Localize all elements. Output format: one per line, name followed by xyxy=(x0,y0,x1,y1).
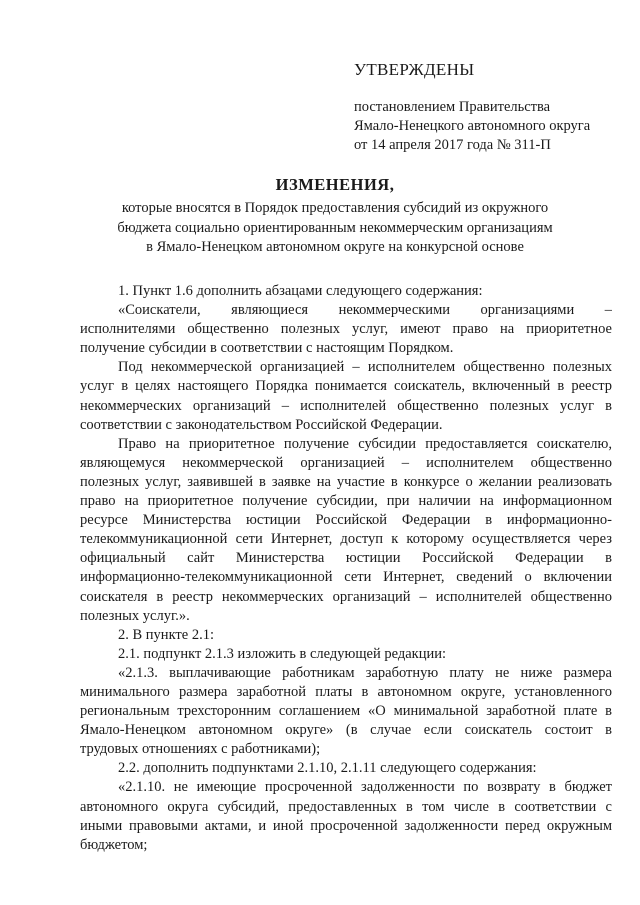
paragraph-line: Право на приоритетное получение субсидии предоставляется соискателю, xyxy=(118,435,612,452)
paragraph-line: получение субсидии в соответствии с настоящим Порядком. xyxy=(80,340,454,357)
approval-line: от 14 апреля 2017 года № 311-П xyxy=(354,137,551,153)
paragraph-line: являющемуся некоммерческой организацией – исполнителем общественно xyxy=(80,454,612,471)
paragraph-line: иными правовыми актами, и иной просроченной задолженности перед окружным xyxy=(80,817,612,834)
paragraph-line: 2.2. дополнить подпунктами 2.1.10, 2.1.11 следующего содержания: xyxy=(118,760,537,777)
paragraph-line: соответствии с законодательством Российской Федерации. xyxy=(80,416,443,433)
approval-block xyxy=(354,60,634,155)
paragraph-line: «2.1.10. не имеющие просроченной задолженности по возврату в бюджет xyxy=(118,779,612,796)
paragraph-line: полезных услуг, заявившей в заявке на участие в конкурсе о желании реализовать xyxy=(80,473,612,490)
paragraph-line: минимального размера заработной платы в автономном округе, установленного xyxy=(80,683,612,700)
paragraph-line: официальный сайт Министерства юстиции Российской Федерации в xyxy=(80,550,612,567)
document-subtitle-line: которые вносятся в Порядок предоставления субсидий из окружного xyxy=(121,200,549,216)
paragraph-line: услуг в целях настоящего Порядка понимается соискатель, включенный в реестр xyxy=(80,378,612,395)
paragraph-line: Ямало-Ненецком автономном округе» (в случае если соискатель состоит в xyxy=(80,722,612,739)
document-title: ИЗМЕНЕНИЯ, xyxy=(275,175,395,194)
paragraph xyxy=(80,664,612,759)
paragraph xyxy=(80,759,612,778)
approval-line: Ямало-Ненецкого автономного округа xyxy=(354,118,591,134)
paragraph-line: 1. Пункт 1.6 дополнить абзацами следующего содержания: xyxy=(118,283,483,299)
document-heading xyxy=(100,174,570,258)
paragraph xyxy=(80,435,612,626)
paragraph-line: 2.1. подпункт 2.1.3 изложить в следующей редакции: xyxy=(118,645,447,662)
approval-line: постановлением Правительства xyxy=(354,99,551,115)
paragraph-line: право на приоритетное получение субсидии, при наличии на информационном xyxy=(80,493,612,510)
paragraph-line: трудовых отношениях с работниками); xyxy=(80,741,321,758)
document-body xyxy=(80,282,612,855)
document-subtitle-line: бюджета социально ориентированным некоммерческим организациям xyxy=(117,219,553,236)
paragraph-line: соискателя в реестр некоммерческих организаций – исполнителей общественно xyxy=(80,588,612,605)
paragraph-line: телекоммуникационной сети Интернет, доступ к которому осуществляется через xyxy=(80,531,612,548)
paragraph xyxy=(80,626,612,645)
paragraph-line: полезных услуг.». xyxy=(80,607,190,624)
paragraph-line: региональным трехсторонним соглашением «О минимальной заработной плате в xyxy=(80,703,612,720)
paragraph-line: некоммерческих организаций – исполнителей общественно полезных услуг в xyxy=(80,397,612,414)
paragraph xyxy=(80,282,612,301)
document-subtitle-line: в Ямало-Ненецком автономном округе на конкурсной основе xyxy=(146,239,524,255)
paragraph-line: автономного округа субсидий, предоставленных в том числе в соответствии с xyxy=(80,798,612,815)
paragraph xyxy=(80,358,612,434)
paragraph-line: «Соискатели, являющиеся некоммерческими организациями – xyxy=(118,302,612,319)
paragraph xyxy=(80,778,612,854)
paragraph-line: исполнителями общественно полезных услуг, имеют право на приоритетное xyxy=(80,321,612,338)
paragraph-line: Под некоммерческой организацией – исполнителем общественно полезных xyxy=(118,359,612,376)
paragraph xyxy=(80,645,612,664)
approval-title: УТВЕРЖДЕНЫ xyxy=(354,60,475,79)
paragraph-line: информационно-телекоммуникационной сети Интернет, сведений о включении xyxy=(80,569,612,586)
paragraph-line: бюджетом; xyxy=(80,836,148,853)
paragraph-line: 2. В пункте 2.1: xyxy=(118,626,214,643)
paragraph-line: «2.1.3. выплачивающие работникам заработную плату не ниже размера xyxy=(118,664,612,681)
paragraph xyxy=(80,301,612,358)
paragraph-line: ресурсе Министерства юстиции Российской Федерации в информационно- xyxy=(80,512,612,529)
